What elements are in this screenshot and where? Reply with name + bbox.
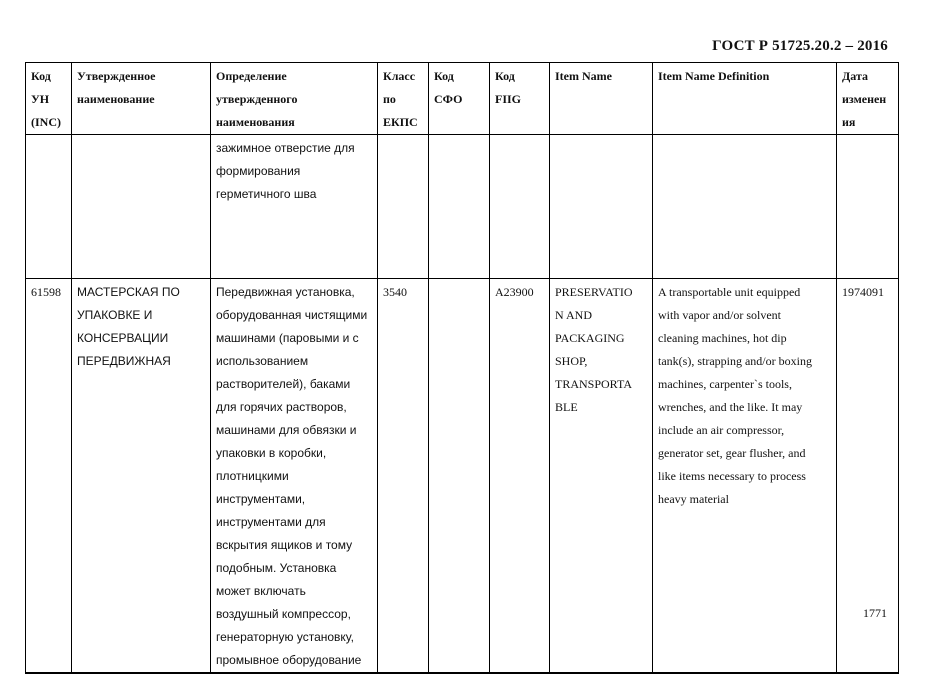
table-row-continuation	[26, 135, 899, 279]
cell-item-name-definition	[653, 135, 837, 279]
cell-inc	[26, 135, 72, 279]
col-header-inc: Код УН (INC)	[26, 63, 72, 135]
cell-ekps-class: 3540	[378, 279, 429, 674]
cell-item-name-definition: A transportable unit equipped with vapor and/or solvent cleaning machines, hot dip tank(s), strapping and/or boxing machines, carpenter`s tools, wrenches, and the like. It may include an air compressor, generator set, gear flusher, and like items necessary to process heavy material	[653, 279, 837, 674]
table-header-row	[26, 63, 899, 135]
col-header-approved-name: Утвержденное наименование	[72, 63, 211, 135]
cell-fiig-code: A23900	[490, 279, 550, 674]
col-header-item-name: Item Name	[550, 63, 653, 135]
col-header-definition: Определение утвержденного наименования	[211, 63, 378, 135]
cell-item-name	[550, 135, 653, 279]
cell-ekps-class	[378, 135, 429, 279]
document-header: ГОСТ Р 51725.20.2 – 2016	[712, 38, 888, 54]
table-row	[26, 279, 899, 674]
cell-approved-name	[72, 135, 211, 279]
cell-approved-name: МАСТЕРСКАЯ ПО УПАКОВКЕ И КОНСЕРВАЦИИ ПЕРЕДВИЖНАЯ	[72, 279, 211, 674]
col-header-sfo-code: Код СФО	[429, 63, 490, 135]
col-header-item-name-definition: Item Name Definition	[653, 63, 837, 135]
cell-change-date	[837, 135, 899, 279]
catalog-table	[25, 62, 899, 674]
cell-inc: 61598	[26, 279, 72, 674]
col-header-fiig-code: Код FIIG	[490, 63, 550, 135]
cell-item-name: PRESERVATIO N AND PACKAGING SHOP, TRANSPORTA BLE	[550, 279, 653, 674]
page-number: 1771	[863, 606, 887, 620]
cell-change-date: 1974091	[837, 279, 899, 674]
cell-fiig-code	[490, 135, 550, 279]
col-header-ekps-class: Класс по ЕКПС	[378, 63, 429, 135]
cell-definition: зажимное отверстие для формирования герметичного шва	[211, 135, 378, 279]
cell-sfo-code	[429, 135, 490, 279]
cell-sfo-code	[429, 279, 490, 674]
col-header-change-date: Дата изменен ия	[837, 63, 899, 135]
cell-definition: Передвижная установка, оборудованная чистящими машинами (паровыми и с использованием растворителей), баками для горячих растворов, машинами для обвязки и упаковки в коробки, плотницкими инструментами, инструментами для вскрытия ящиков и тому подобным. Установка может включать воздушный компрессор, генераторную установку, промывное оборудование	[211, 279, 378, 674]
